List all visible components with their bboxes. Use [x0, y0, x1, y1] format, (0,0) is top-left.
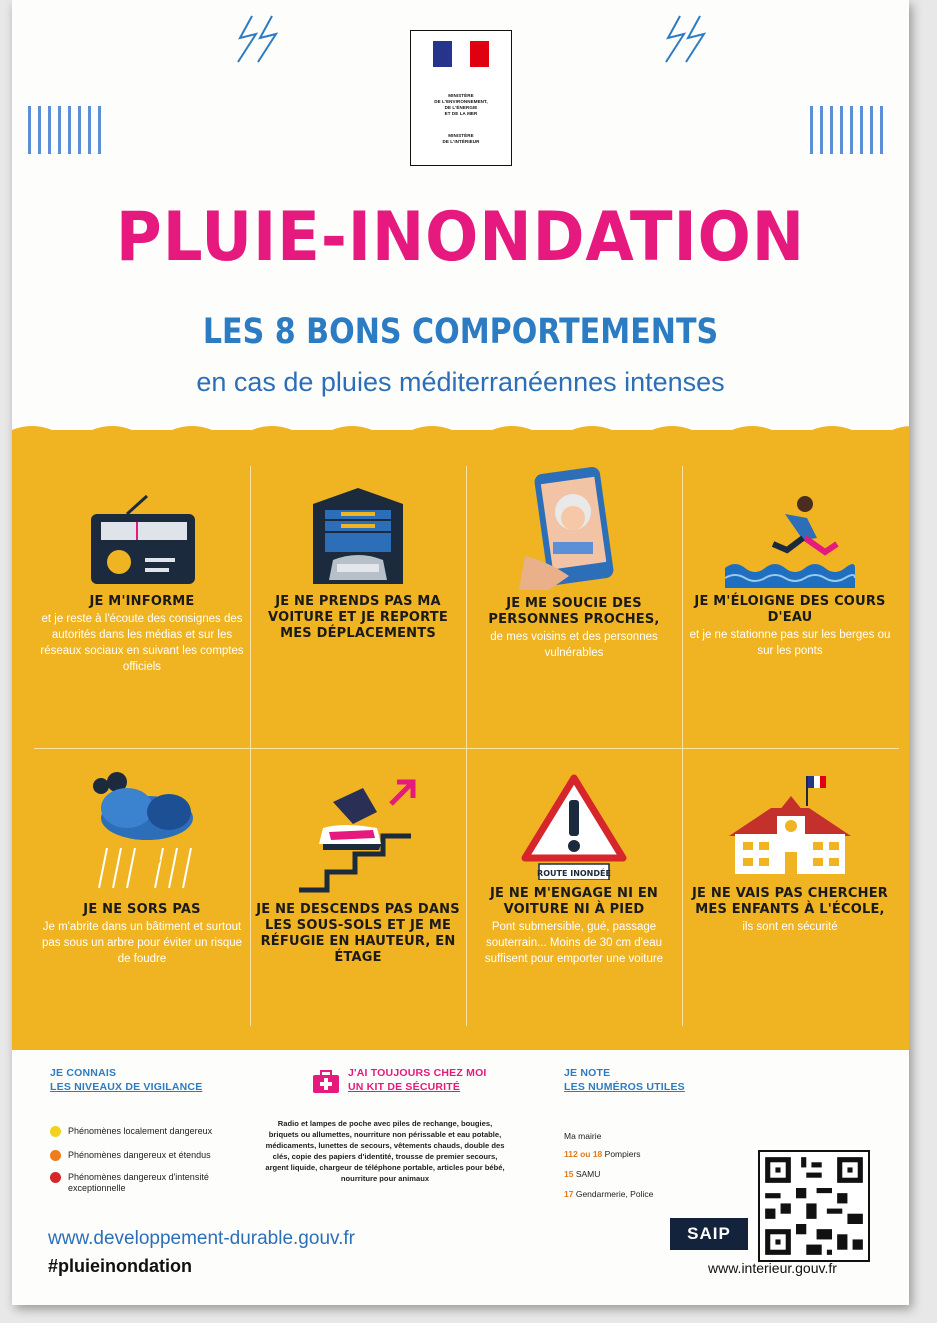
behaviour-inform	[34, 492, 250, 675]
number-label: Pompiers	[604, 1149, 641, 1159]
behaviour-go-upstairs	[250, 772, 466, 967]
behaviour-relatives	[466, 466, 682, 661]
radio-icon	[77, 492, 207, 588]
behaviour-text: de mes voisins et des personnes vulnérables	[490, 631, 658, 659]
behaviour-text: et je reste à l'écoute des consignes des autorités dans les médias et sur les réseaux sociaux en suivant les comptes officiels	[40, 613, 244, 673]
kit-title-line2: UN KIT DE SÉCURITÉ	[348, 1081, 461, 1093]
seal-line-5: MINISTÈRE	[448, 133, 474, 138]
garage-car-icon	[303, 484, 413, 588]
hashtag: #pluieinondation	[48, 1256, 192, 1276]
behaviour-heading: JE NE M'ENGAGE NI EN VOITURE NI À PIED	[489, 886, 659, 917]
number-value: 112 ou 18	[564, 1149, 603, 1159]
lightning-right-icon	[662, 14, 708, 66]
vigilance-level	[50, 1126, 212, 1137]
behaviour-stay-inside	[34, 772, 250, 967]
numbers-title	[564, 1066, 685, 1094]
school-icon	[725, 772, 855, 880]
rain-bars-right	[810, 106, 883, 154]
behaviour-text: Je m'abrite dans un bâtiment et surtout pas sous un arbre pour éviter un risque de foudre	[41, 921, 243, 965]
behaviour-heading: JE NE SORS PAS	[83, 902, 201, 917]
behaviour-heading: JE M'INFORME	[89, 594, 195, 609]
vigilance-level-text: Phénomènes dangereux et étendus	[68, 1150, 211, 1160]
qr-code-icon[interactable]	[758, 1150, 870, 1262]
vigilance-title-line1: JE CONNAIS	[50, 1067, 117, 1079]
interieur-link[interactable]: www.interieur.gouv.fr	[708, 1260, 837, 1276]
poster-title: PLUIE-INONDATION	[115, 198, 806, 277]
running-away-icon	[725, 492, 855, 588]
behaviour-car	[250, 484, 466, 643]
behaviour-heading: JE M'ÉLOIGNE DES COURS D'EAU	[694, 594, 886, 625]
number-label: Gendarmerie, Police	[575, 1189, 654, 1199]
vigilance-title-line2: LES NIVEAUX DE VIGILANCE	[50, 1081, 203, 1093]
number-row	[564, 1148, 641, 1160]
route-inondee-label: ROUTE INONDÉE	[537, 869, 611, 878]
number-mairie: Ma mairie	[564, 1131, 602, 1141]
yellow-dot-icon	[50, 1126, 61, 1137]
behaviour-school	[682, 772, 898, 935]
behaviour-heading: JE ME SOUCIE DES PERSONNES PROCHES,	[488, 596, 660, 627]
seal-line-1: MINISTÈRE	[448, 93, 474, 98]
kit-contents: Radio et lampes de poche avec piles de rechange, bougies, briquets ou allumettes, nourriture non périssable et eau potable, médicaments, lunettes de secours, vêtements chauds, double des clés, copie des papiers d'identité, trousse de premier secours, argent liquide, chargeur de téléphone portable, articles pour bébé, nourriture pour animaux	[265, 1119, 505, 1183]
vigilance-level	[50, 1150, 211, 1161]
behaviour-heading: JE NE VAIS PAS CHERCHER MES ENFANTS À L'ÉCOLE,	[691, 886, 888, 917]
storm-icon	[77, 772, 207, 896]
kit-title-line1: J'AI TOUJOURS CHEZ MOI	[348, 1067, 487, 1079]
first-aid-kit-icon	[312, 1070, 340, 1094]
behaviour-text: Pont submersible, gué, passage souterrain... Moins de 30 cm d'eau suffisent pour emporter une voiture	[484, 921, 664, 965]
number-value: 15	[564, 1169, 574, 1179]
orange-dot-icon	[50, 1150, 61, 1161]
numbers-title-line1: JE NOTE	[564, 1067, 611, 1079]
warning-sign-icon	[519, 772, 629, 880]
seal-line-6: DE L'INTÉRIEUR	[442, 139, 480, 144]
number-row	[564, 1168, 600, 1180]
website-link[interactable]: www.developpement-durable.gouv.fr	[48, 1228, 355, 1249]
seal-line-2: DE L'ENVIRONNEMENT,	[434, 99, 488, 104]
number-label: SAMU	[575, 1169, 601, 1179]
numbers-title-line2: LES NUMÉROS UTILES	[564, 1081, 685, 1093]
number-row	[564, 1188, 653, 1200]
vigilance-level-text: Phénomènes dangereux d'intensité exceptionnelle	[68, 1172, 209, 1193]
behaviour-text: et je ne stationne pas sur les berges ou sur les ponts	[689, 629, 891, 657]
flag-logo	[433, 41, 489, 67]
behaviour-text: ils sont en sécurité	[742, 921, 838, 933]
republic-seal	[410, 30, 512, 166]
behaviour-heading: JE NE DESCENDS PAS DANS LES SOUS-SOLS ET JE ME RÉFUGIE EN HAUTEUR, EN ÉTAGE	[256, 902, 460, 965]
red-dot-icon	[50, 1172, 61, 1183]
seal-line-4: ET DE LA MER	[444, 111, 478, 116]
kit-title	[348, 1066, 487, 1094]
vigilance-title	[50, 1066, 202, 1094]
seal-line-3: DE L'ÉNERGIE	[444, 105, 478, 110]
vigilance-level	[50, 1172, 220, 1194]
behaviour-heading: JE NE PRENDS PAS MA VOITURE ET JE REPORTE MES DÉPLACEMENTS	[268, 594, 448, 641]
behaviour-no-driving	[466, 772, 682, 967]
grid-divider	[34, 748, 899, 749]
vigilance-level-text: Phénomènes localement dangereux	[68, 1126, 213, 1136]
rain-bars-left	[28, 106, 101, 154]
behaviour-waterway	[682, 492, 898, 659]
saip-logo: SAIP	[670, 1218, 748, 1250]
lightning-left-icon	[234, 14, 280, 66]
number-value: 17	[564, 1189, 574, 1199]
stairs-up-icon	[293, 772, 423, 896]
poster	[12, 0, 909, 1305]
poster-tagline: en cas de pluies méditerranéennes intenses	[196, 367, 725, 397]
behaviours-grid	[34, 466, 899, 1026]
poster-subtitle: LES 8 BONS COMPORTEMENTS	[202, 312, 719, 352]
phone-call-icon	[519, 466, 629, 590]
